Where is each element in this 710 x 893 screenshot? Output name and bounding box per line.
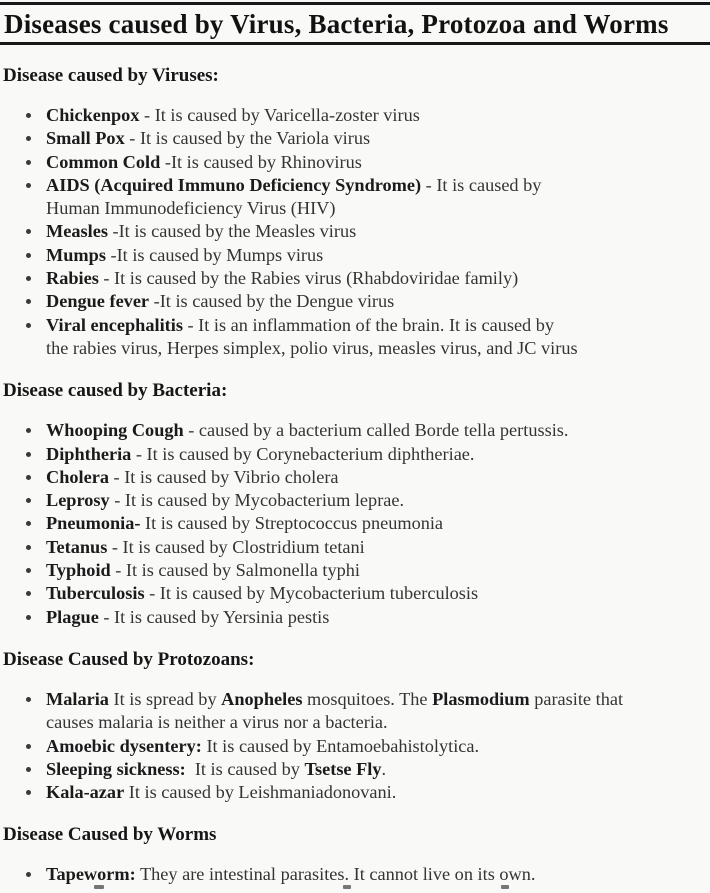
item-text: -It is caused by Rhinovirus xyxy=(160,151,362,172)
item-text: -It is caused by the Dengue virus xyxy=(149,291,395,312)
item-line xyxy=(46,174,708,197)
item-text: - It is caused by Mycobacterium tuberculosis xyxy=(144,583,479,604)
item-text: It is caused by Leishmaniadonovani. xyxy=(124,782,397,803)
item-text: - It is caused by the Rabies virus (Rhabdoviridae family) xyxy=(98,268,519,289)
item-line xyxy=(46,863,708,886)
cutoff-text-fragment xyxy=(501,885,509,889)
item-line xyxy=(46,559,708,582)
item-line xyxy=(46,197,708,220)
item-text: - It is an inflammation of the brain. It is caused by xyxy=(182,314,555,335)
section-heading: Disease caused by Viruses: xyxy=(3,65,219,86)
list-item xyxy=(0,290,710,313)
disease-name: Leprosy xyxy=(46,490,110,511)
list-item xyxy=(0,758,710,781)
bullet-icon xyxy=(26,545,31,550)
bullet-icon xyxy=(26,568,31,573)
disease-name: Pneumonia- xyxy=(46,513,141,534)
item-text: - caused by a bacterium called Borde tella pertussis. xyxy=(183,420,569,441)
item-text: . xyxy=(381,758,387,779)
item-line xyxy=(46,536,708,559)
disease-name: Tsetse Fly xyxy=(304,758,382,779)
item-line xyxy=(46,244,708,267)
item-text: parasite that xyxy=(529,688,624,709)
bullet-icon xyxy=(26,323,31,328)
section-heading: Disease Caused by Worms xyxy=(3,824,217,846)
disease-name: Common Cold xyxy=(46,151,161,172)
cutoff-text-fragment xyxy=(343,885,351,889)
disease-name: Cholera xyxy=(46,466,109,487)
bullet-icon xyxy=(26,428,31,433)
item-text: - It is caused by Yersinia pestis xyxy=(98,606,330,627)
item-line xyxy=(46,688,708,711)
item-line xyxy=(46,758,708,781)
bullet-icon xyxy=(26,591,31,596)
list-item xyxy=(0,151,710,174)
disease-name: Measles xyxy=(46,221,108,242)
bullet-icon xyxy=(26,872,31,877)
item-line xyxy=(46,606,708,629)
item-text: -It is caused by Mumps virus xyxy=(105,244,324,265)
item-line xyxy=(46,267,708,290)
item-text: It is caused by xyxy=(185,758,305,779)
list-item xyxy=(0,688,710,735)
item-text: mosquitoes. The xyxy=(302,688,433,709)
item-line xyxy=(46,104,708,127)
bullet-icon xyxy=(26,229,31,234)
disease-name: Mumps xyxy=(46,244,106,265)
disease-name: Plasmodium xyxy=(432,688,530,709)
bullet-icon xyxy=(26,113,31,118)
disease-list xyxy=(0,419,710,629)
document-title: Diseases caused by Virus, Bacteria, Protozoa and Worms xyxy=(4,9,669,39)
section-heading: Disease caused by Bacteria: xyxy=(3,380,228,402)
list-item xyxy=(0,314,710,361)
disease-name: Typhoid xyxy=(46,560,111,581)
list-item xyxy=(0,536,710,559)
disease-section xyxy=(0,648,710,804)
disease-name: AIDS (Acquired Immuno Deficiency Syndrome) xyxy=(46,174,422,195)
bullet-icon xyxy=(26,160,31,165)
section-heading: Disease Caused by Protozoans: xyxy=(3,648,255,670)
item-text: It is caused by Entamoebahistolytica. xyxy=(201,735,480,756)
disease-list xyxy=(0,104,710,360)
item-text: causes malaria is neither a virus nor a bacteria. xyxy=(46,712,388,733)
disease-name: Rabies xyxy=(46,268,99,289)
list-item xyxy=(0,559,710,582)
bullet-icon xyxy=(26,767,31,772)
bullet-icon xyxy=(26,498,31,503)
item-line xyxy=(46,735,708,758)
list-item xyxy=(0,781,710,804)
document-title-bar xyxy=(0,2,710,45)
disease-name: Diphtheria xyxy=(46,443,132,464)
item-text: -It is caused by the Measles virus xyxy=(107,221,357,242)
item-text: They are intestinal parasites. It cannot live on its own. xyxy=(135,864,536,885)
item-line xyxy=(46,443,708,466)
item-line xyxy=(46,781,708,804)
disease-section xyxy=(0,64,710,360)
bullet-icon xyxy=(26,790,31,795)
item-line xyxy=(46,290,708,313)
list-item xyxy=(0,104,710,127)
disease-section xyxy=(0,379,710,629)
item-line xyxy=(46,220,708,243)
list-item xyxy=(0,735,710,758)
list-item xyxy=(0,419,710,442)
bullet-icon xyxy=(26,183,31,188)
disease-name: Kala-azar xyxy=(46,782,125,803)
bullet-icon xyxy=(26,475,31,480)
list-item xyxy=(0,127,710,150)
item-text: - It is caused by the Variola virus xyxy=(124,128,371,149)
item-text: - It is caused by Varicella-zoster virus xyxy=(139,105,420,125)
list-item xyxy=(0,582,710,605)
bullet-icon xyxy=(26,299,31,304)
item-line xyxy=(46,489,708,512)
disease-name: Sleeping sickness: xyxy=(46,758,186,779)
item-text: - It is caused by Mycobacterium leprae. xyxy=(109,490,405,511)
item-line xyxy=(46,127,708,150)
bullet-icon xyxy=(26,744,31,749)
bullet-icon xyxy=(26,452,31,457)
disease-list xyxy=(0,688,710,804)
disease-list xyxy=(0,863,710,886)
disease-name: Whooping Cough xyxy=(46,420,184,441)
item-line xyxy=(46,314,708,337)
bullet-icon xyxy=(26,253,31,258)
list-item xyxy=(0,220,710,243)
disease-name: Small Pox xyxy=(46,128,125,149)
item-text: - It is caused by Clostridium tetani xyxy=(107,536,365,557)
item-text: the rabies virus, Herpes simplex, polio virus, measles virus, and JC virus xyxy=(46,337,578,358)
bullet-icon xyxy=(26,615,31,620)
item-text: - It is caused by xyxy=(421,174,542,195)
item-line xyxy=(46,151,708,174)
disease-name: Amoebic dysentery: xyxy=(46,735,202,756)
item-text: - It is caused by Salmonella typhi xyxy=(110,560,360,581)
list-item xyxy=(0,512,710,535)
disease-name: Anopheles xyxy=(221,688,303,709)
bullet-icon xyxy=(26,276,31,281)
disease-name: Plague xyxy=(46,606,99,627)
item-text: Human Immunodeficiency Virus (HIV) xyxy=(46,198,336,219)
bullet-icon xyxy=(26,136,31,141)
item-line xyxy=(46,466,708,489)
disease-name: Tuberculosis xyxy=(46,583,145,604)
list-item xyxy=(0,267,710,290)
disease-name: Dengue fever xyxy=(46,291,150,312)
disease-name: Chickenpox xyxy=(46,105,140,125)
item-text: It is caused by Streptococcus pneumonia xyxy=(140,513,444,534)
item-text: It is spread by xyxy=(108,688,222,709)
list-item xyxy=(0,466,710,489)
bullet-icon xyxy=(26,697,31,702)
item-line xyxy=(46,419,708,442)
list-item xyxy=(0,606,710,629)
sections-container xyxy=(0,64,710,887)
disease-name: Tapeworm: xyxy=(46,864,136,885)
list-item xyxy=(0,244,710,267)
list-item xyxy=(0,863,710,886)
disease-name: Malaria xyxy=(46,688,109,709)
item-line xyxy=(46,711,708,734)
list-item xyxy=(0,489,710,512)
document-body xyxy=(0,64,710,887)
bullet-icon xyxy=(26,521,31,526)
list-item xyxy=(0,174,710,221)
item-line xyxy=(46,582,708,605)
item-text: - It is caused by Corynebacterium diphtheriae. xyxy=(131,443,475,464)
cutoff-text-fragment xyxy=(94,885,104,889)
disease-name: Tetanus xyxy=(46,536,108,557)
list-item xyxy=(0,443,710,466)
item-line xyxy=(46,337,708,360)
item-line xyxy=(46,512,708,535)
item-text: - It is caused by Vibrio cholera xyxy=(108,466,339,487)
disease-name: Viral encephalitis xyxy=(46,314,183,335)
disease-section xyxy=(0,823,710,886)
